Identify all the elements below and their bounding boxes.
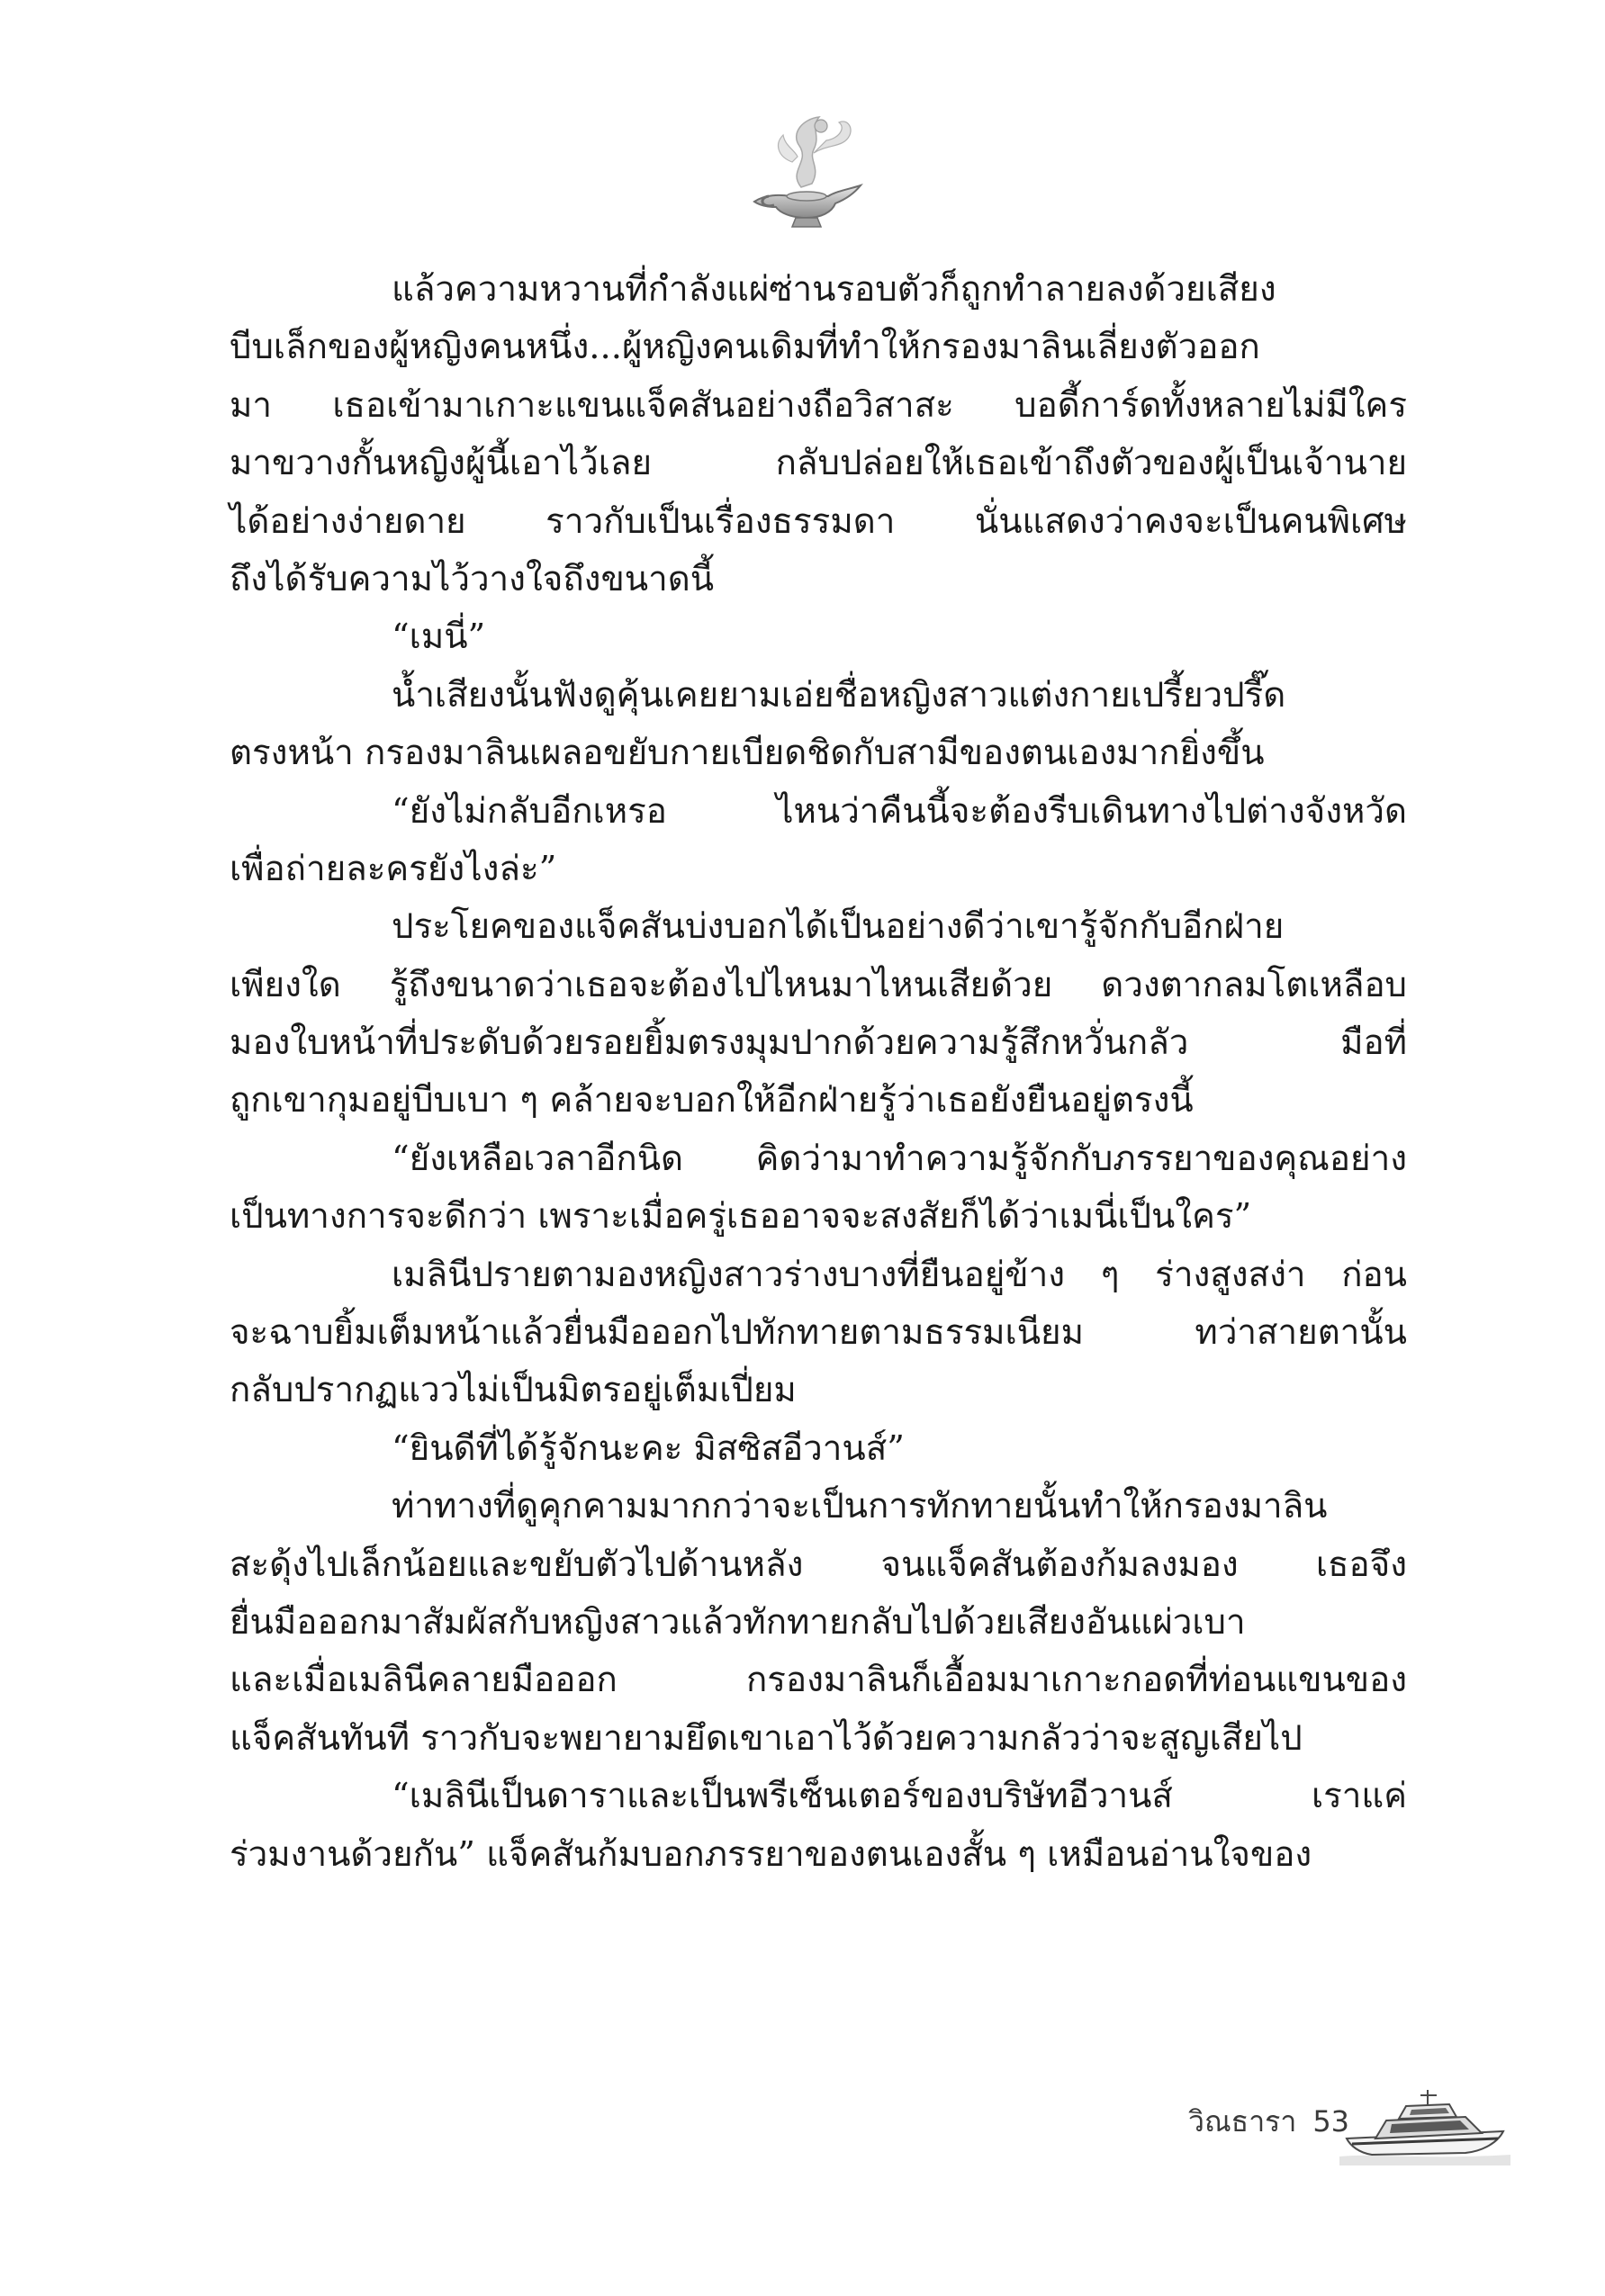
text-line: มองใบหน้าที่ประดับด้วยรอยยิ้มตรงมุมปากด้วยความรู้สึกหวั่นกลัว มือที่	[230, 1022, 1407, 1064]
text-line: ยื่นมือออกมาสัมผัสกับหญิงสาวแล้วทักทายกลับไปด้วยเสียงอันแผ่วเบา	[230, 1601, 1246, 1643]
text-line: เพื่อถ่ายละครยังไงล่ะ”	[230, 848, 557, 889]
yacht-icon	[1339, 2086, 1510, 2165]
text-line: ร่วมงานด้วยกัน” แจ็คสันก้มบอกภรรยาของตนเองสั้น ๆ เหมือนอ่านใจของ	[230, 1833, 1312, 1875]
page-number: 53	[1312, 2104, 1350, 2138]
text-line: ตรงหน้า กรองมาลินเผลอขยับกายเบียดชิดกับสามีของตนเองมากยิ่งขึ้น	[230, 733, 1265, 774]
text-line: ประโยคของแจ็คสันบ่งบอกได้เป็นอย่างดีว่าเขารู้จักกับอีกฝ่าย	[392, 906, 1285, 948]
text-line: ถูกเขากุมอยู่บีบเบา ๆ คล้ายจะบอกให้อีกฝ่ายรู้ว่าเธอยังยืนอยู่ตรงนี้	[230, 1080, 1194, 1121]
text-line: “ยังไม่กลับอีกเหรอ ไหนว่าคืนนี้จะต้องรีบเดินทางไปต่างจังหวัด	[392, 790, 1407, 832]
page-footer	[1188, 2086, 1512, 2167]
text-line: “เมลินีเป็นดาราและเป็นพรีเซ็นเตอร์ของบริษัทอีวานส์ เราแค่	[392, 1776, 1407, 1817]
text-line: มา เธอเข้ามาเกาะแขนแจ็คสันอย่างถือวิสาสะ บอดี้การ์ดทั้งหลายไม่มีใคร	[230, 384, 1407, 426]
text-line: แจ็คสันทันที ราวกับจะพยายามยึดเขาเอาไว้ด้วยความกลัวว่าจะสูญเสียไป	[230, 1717, 1303, 1759]
text-line: สะดุ้งไปเล็กน้อยและขยับตัวไปด้านหลัง จนแจ็คสันต้องก้มลงมอง เธอจึง	[230, 1544, 1407, 1585]
book-title: วิณธารา	[1188, 2104, 1297, 2138]
text-line: น้ำเสียงนั้นฟังดูคุ้นเคยยามเอ่ยชื่อหญิงสาวแต่งกายเปรี้ยวปรี๊ด	[392, 674, 1286, 716]
text-line: “ยังเหลือเวลาอีกนิด คิดว่ามาทำความรู้จักกับภรรยาของคุณอย่าง	[392, 1138, 1407, 1179]
text-line: ท่าทางที่ดูคุกคามมากกว่าจะเป็นการทักทายนั้นทำให้กรองมาลิน	[392, 1486, 1328, 1527]
text-line: แล้วความหวานที่กำลังแผ่ซ่านรอบตัวก็ถูกทำลายลงด้วยเสียง	[392, 269, 1276, 310]
text-line: กลับปรากฏแววไม่เป็นมิตรอยู่เต็มเปี่ยม	[230, 1370, 797, 1411]
text-line: เมลินีปรายตามองหญิงสาวร่างบางที่ยืนอยู่ข้าง ๆ ร่างสูงสง่า ก่อน	[392, 1254, 1407, 1295]
genie-lamp-icon	[738, 108, 873, 234]
text-line: จะฉาบยิ้มเต็มหน้าแล้วยื่นมือออกไปทักทายตามธรรมเนียม ทว่าสายตานั้น	[230, 1312, 1407, 1354]
footer-label	[1188, 2099, 1349, 2145]
text-line: มาขวางกั้นหญิงผู้นี้เอาไว้เลย กลับปล่อยให้เธอเข้าถึงตัวของผู้เป็นเจ้านาย	[230, 443, 1407, 484]
text-line: บีบเล็กของผู้หญิงคนหนึ่ง...ผู้หญิงคนเดิมที่ทำให้กรองมาลินเลี่ยงตัวออก	[230, 327, 1260, 368]
text-line: และเมื่อเมลินีคลายมือออก กรองมาลินก็เอื้อมมาเกาะกอดที่ท่อนแขนของ	[230, 1660, 1407, 1701]
text-line: เพียงใด รู้ถึงขนาดว่าเธอจะต้องไปไหนมาไหนเสียด้วย ดวงตากลมโตเหลือบ	[230, 964, 1407, 1005]
text-line: เป็นทางการจะดีกว่า เพราะเมื่อครู่เธออาจจะสงสัยก็ได้ว่าเมนี่เป็นใคร”	[230, 1196, 1252, 1238]
text-line: ได้อย่างง่ายดาย ราวกับเป็นเรื่องธรรมดา นั่นแสดงว่าคงจะเป็นคนพิเศษ	[230, 500, 1407, 542]
text-line: “เมนี่”	[392, 617, 486, 658]
text-line: ถึงได้รับความไว้วางใจถึงขนาดนี้	[230, 558, 715, 599]
text-line: “ยินดีที่ได้รู้จักนะคะ มิสซิสอีวานส์”	[392, 1427, 905, 1469]
body-text	[230, 261, 1407, 1884]
